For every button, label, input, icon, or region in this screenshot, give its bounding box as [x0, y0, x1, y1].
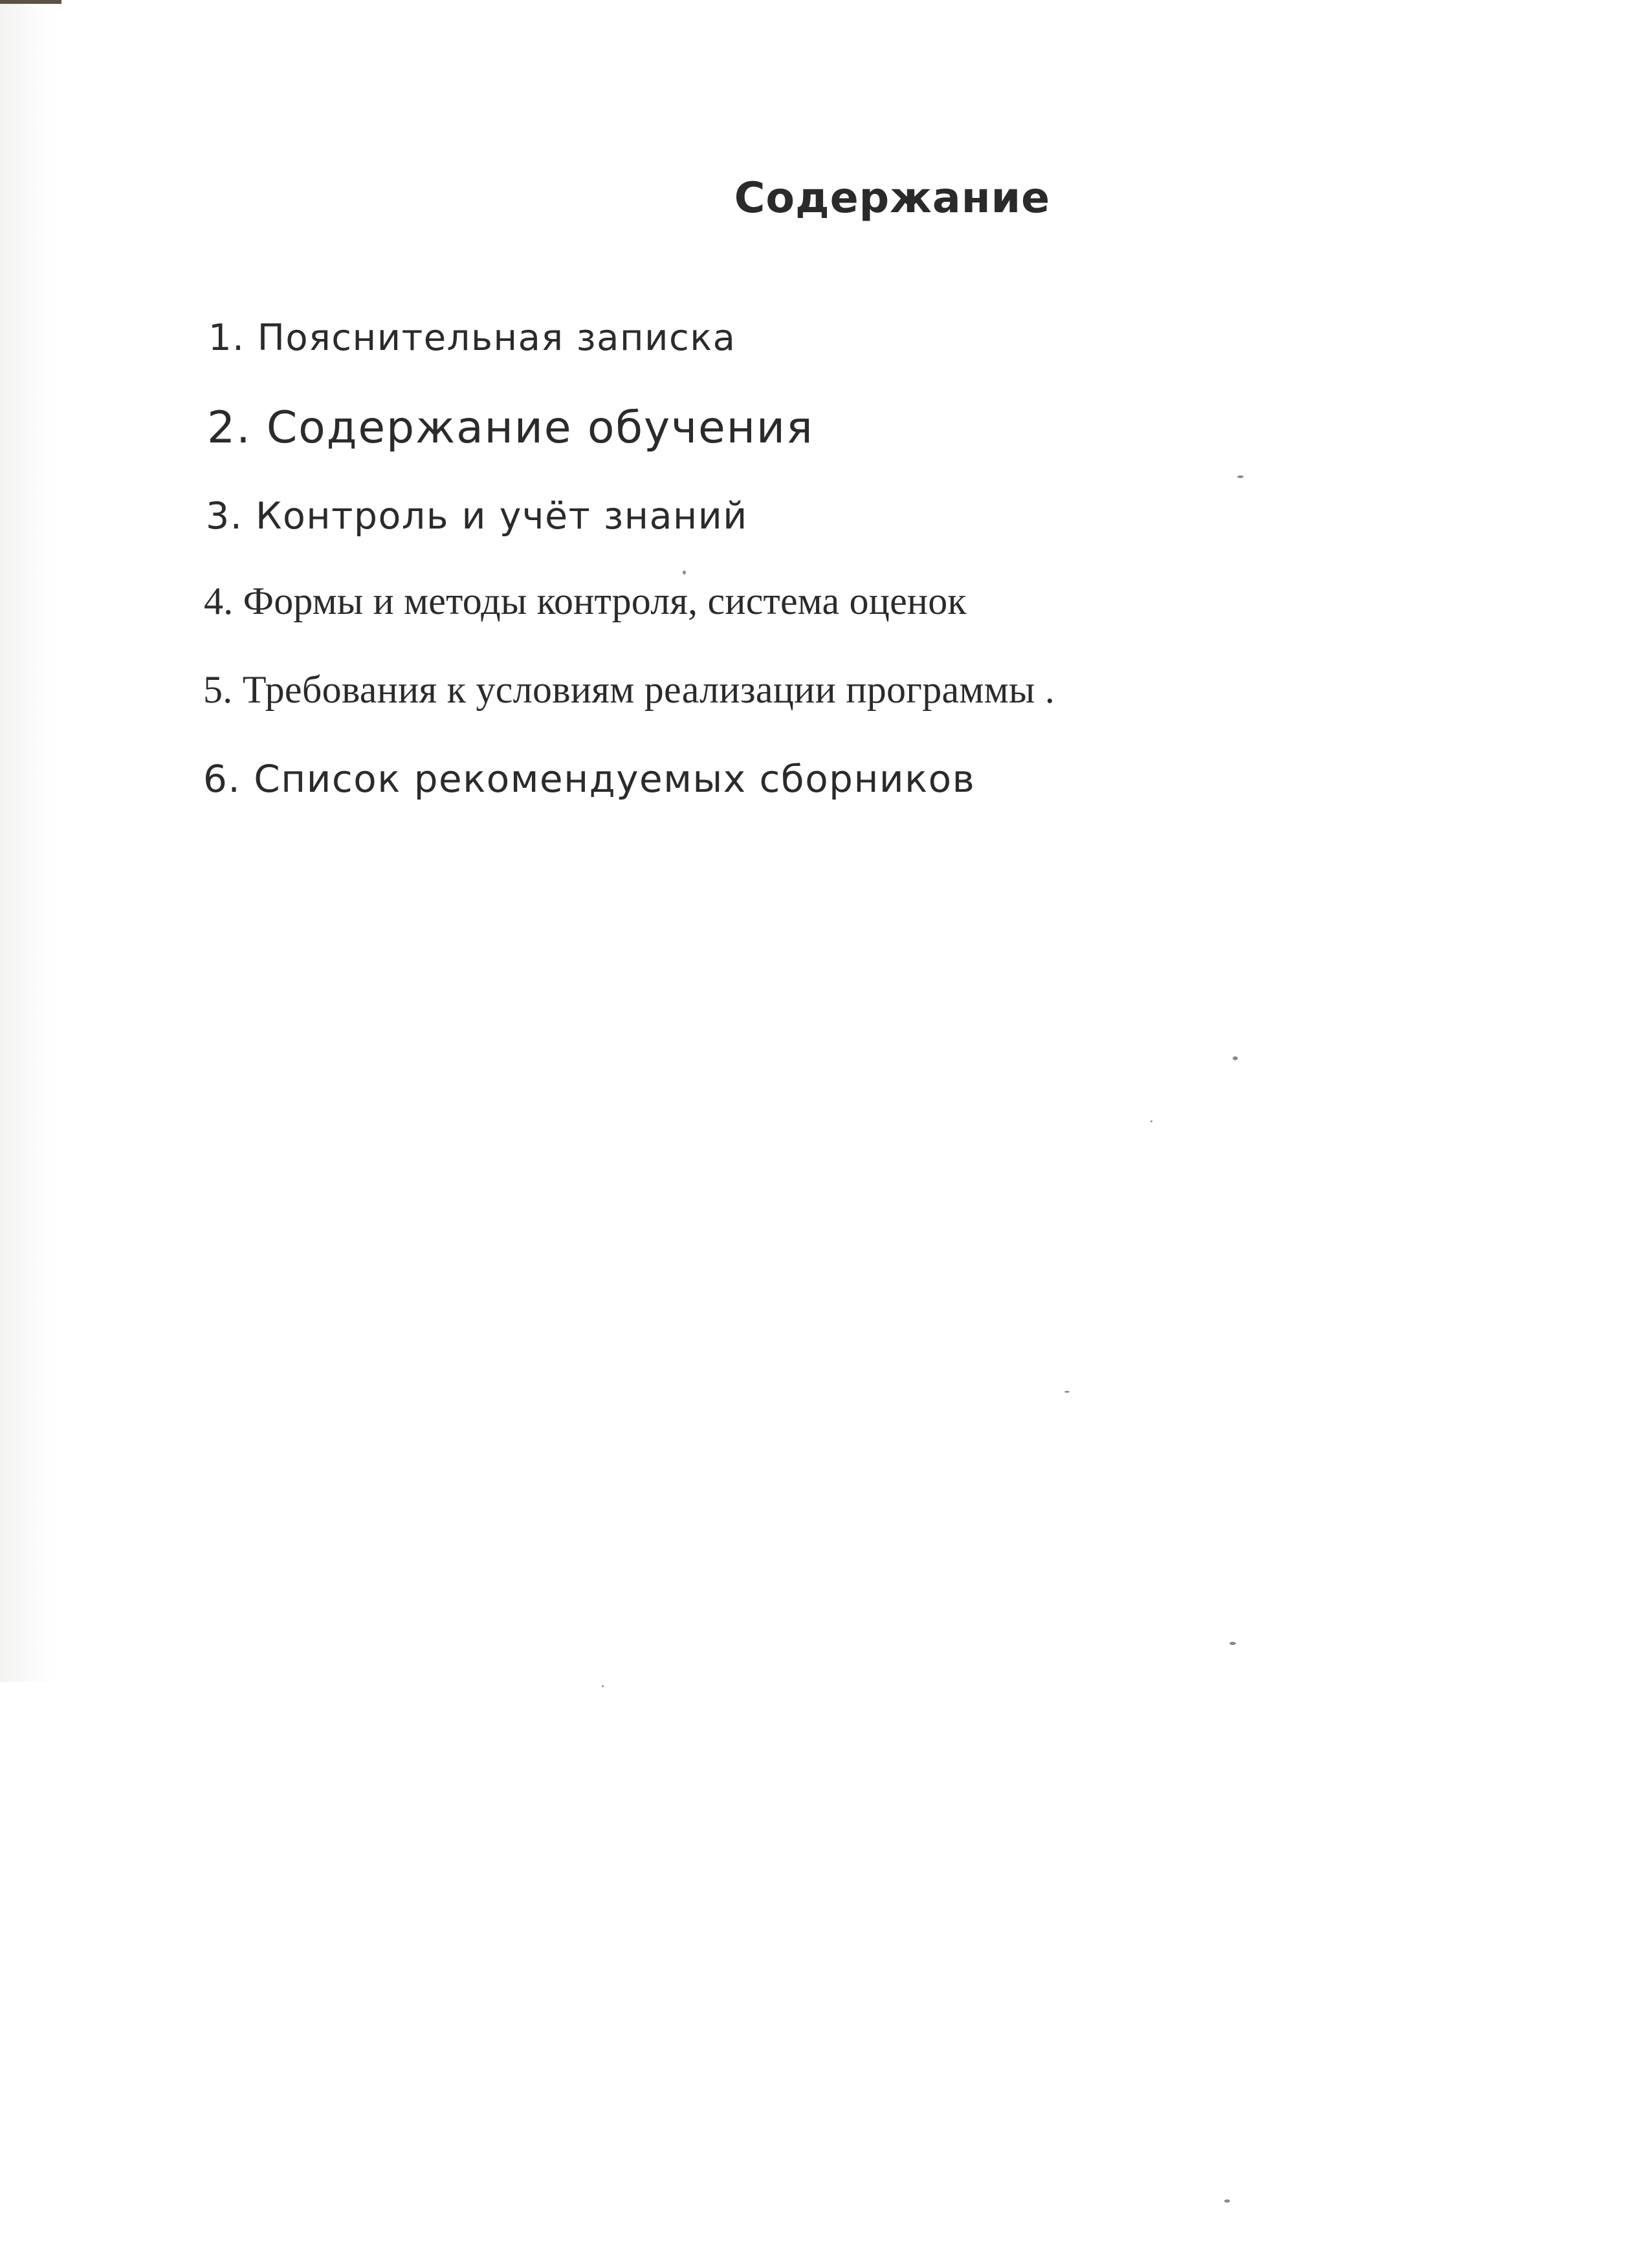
toc-item-label: Требования к условиям реализации программы . — [242, 668, 1055, 711]
toc-item-number: 3. — [206, 495, 243, 538]
toc-item-label: Пояснительная записка — [257, 317, 736, 359]
toc-item-4 — [204, 579, 967, 624]
toc-item-number: 6. — [203, 757, 241, 801]
toc-item-label: Контроль и учёт знаний — [256, 495, 748, 538]
toc-item-label: Список рекомендуемых сборников — [254, 757, 976, 801]
scan-speck — [1229, 1642, 1236, 1645]
scan-speck — [1224, 2199, 1230, 2203]
scan-speck — [1237, 475, 1244, 478]
toc-item-6 — [203, 757, 975, 801]
toc-item-1 — [208, 317, 736, 359]
toc-item-number: 4. — [204, 580, 234, 622]
toc-item-5 — [203, 668, 1055, 712]
scan-speck — [683, 571, 686, 574]
scan-speck — [1233, 1056, 1238, 1060]
toc-item-3 — [206, 495, 748, 538]
scan-speck — [1150, 1120, 1152, 1122]
toc-item-number: 2. — [207, 402, 252, 453]
page-title: Содержание — [734, 173, 1051, 223]
toc-item-number: 1. — [208, 317, 245, 359]
toc-item-2 — [207, 402, 814, 453]
scan-speck — [602, 1685, 604, 1687]
toc-item-number: 5. — [203, 668, 233, 711]
toc-item-label: Формы и методы контроля, система оценок — [243, 580, 967, 622]
scan-speck — [1064, 1391, 1070, 1393]
toc-item-label: Содержание обучения — [266, 402, 814, 453]
